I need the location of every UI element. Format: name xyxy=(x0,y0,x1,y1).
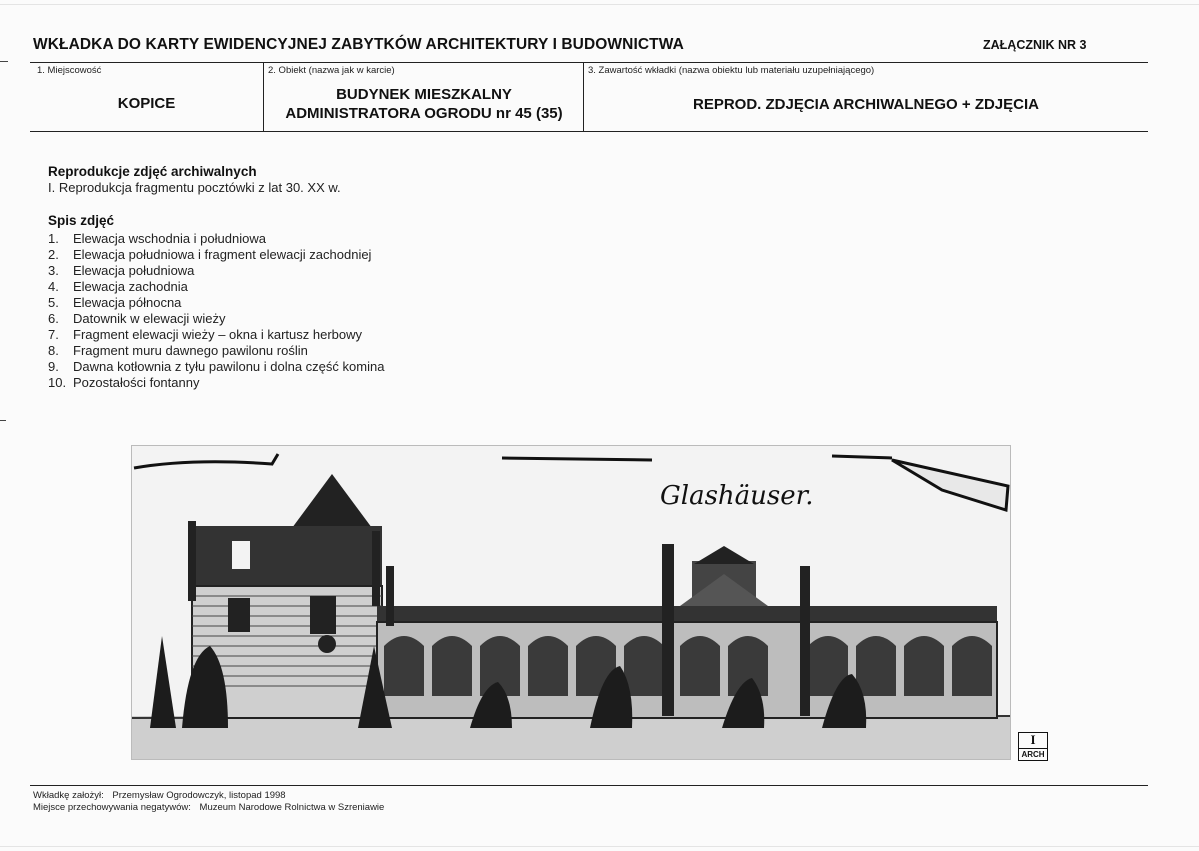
storage-value: Muzeum Narodowe Rolnictwa w Szreniawie xyxy=(199,802,385,813)
annex-number: ZAŁĄCZNIK NR 3 xyxy=(983,38,1087,52)
photo-list xyxy=(48,231,384,391)
photo-list-number: 9. xyxy=(48,359,59,374)
object-value xyxy=(264,85,584,123)
photo-list-item xyxy=(48,231,384,247)
postcard-illustration xyxy=(132,446,1010,759)
table-rule-top xyxy=(30,62,1148,63)
photo-list-text: Elewacja południowa i fragment elewacji zachodniej xyxy=(73,247,372,262)
photo-list-item xyxy=(48,359,384,375)
photo-list-number: 6. xyxy=(48,311,59,326)
photo-list-number: 5. xyxy=(48,295,59,310)
photo-list-number: 8. xyxy=(48,343,59,358)
photo-list-item xyxy=(48,375,384,391)
photo-list-text: Pozostałości fontanny xyxy=(73,375,200,390)
object-value-line: ADMINISTRATORA OGRODU nr 45 (35) xyxy=(285,105,563,122)
postcard-caption: Glashäuser. xyxy=(660,481,814,511)
stamp-text: ARCH xyxy=(1019,748,1047,760)
photo-list-text: Datownik w elewacji wieży xyxy=(73,311,226,326)
scan-edge-bottom xyxy=(0,846,1199,847)
archival-photo xyxy=(131,445,1011,760)
photo-list-text: Dawna kotłownia z tyłu pawilonu i dolna część komina xyxy=(73,359,385,374)
author-value: Przemysław Ogrodowczyk, listopad 1998 xyxy=(112,790,286,801)
photo-list-text: Elewacja zachodnia xyxy=(73,279,188,294)
document-title: WKŁADKA DO KARTY EWIDENCYJNEJ ZABYTKÓW ARCHITEKTURY I BUDOWNICTWA xyxy=(33,36,684,53)
fold-mark xyxy=(0,420,6,421)
footer-rule xyxy=(30,785,1148,786)
photo-list-text: Elewacja południowa xyxy=(73,263,195,278)
author-line xyxy=(33,790,286,801)
stamp-number: I xyxy=(1030,732,1036,747)
photo-list-heading: Spis zdjęć xyxy=(48,213,115,228)
archival-item: I. Reprodukcja fragmentu pocztówki z lat 30. XX w. xyxy=(48,180,341,195)
locality-label: 1. Miejscowość xyxy=(37,65,102,76)
table-rule-bottom xyxy=(30,131,1148,132)
photo-list-text: Fragment muru dawnego pawilonu roślin xyxy=(73,343,308,358)
scan-edge-top xyxy=(0,4,1199,5)
photo-list-number: 10. xyxy=(48,375,67,390)
photo-list-number: 1. xyxy=(48,231,59,246)
locality-value: KOPICE xyxy=(117,95,176,112)
photo-list-text: Fragment elewacji wieży – okna i kartusz herbowy xyxy=(73,327,363,342)
photo-list-number: 3. xyxy=(48,263,59,278)
archival-heading: Reprodukcje zdjęć archiwalnych xyxy=(48,164,257,179)
storage-label: Miejsce przechowywania negatywów: xyxy=(33,802,191,813)
photo-list-item xyxy=(48,279,384,295)
photo-list-item xyxy=(48,311,384,327)
content-label: 3. Zawartość wkładki (nazwa obiektu lub materiału uzupełniającego) xyxy=(588,65,875,76)
photo-list-number: 4. xyxy=(48,279,59,294)
object-label: 2. Obiekt (nazwa jak w karcie) xyxy=(268,65,395,76)
photo-list-item xyxy=(48,295,384,311)
photo-list-item xyxy=(48,247,384,263)
photo-list-number: 7. xyxy=(48,327,59,342)
archive-stamp xyxy=(1018,732,1048,761)
fold-mark xyxy=(0,61,8,62)
content-value: REPROD. ZDJĘCIA ARCHIWALNEGO + ZDJĘCIA xyxy=(692,96,1039,113)
author-label: Wkładkę założył: xyxy=(33,790,104,801)
storage-line xyxy=(33,802,384,813)
photo-list-text: Elewacja północna xyxy=(73,295,182,310)
object-value-line: BUDYNEK MIESZKALNY xyxy=(336,86,512,103)
photo-list-item xyxy=(48,327,384,343)
photo-list-item xyxy=(48,263,384,279)
photo-list-text: Elewacja wschodnia i południowa xyxy=(73,231,266,246)
photo-list-item xyxy=(48,343,384,359)
photo-list-number: 2. xyxy=(48,247,59,262)
